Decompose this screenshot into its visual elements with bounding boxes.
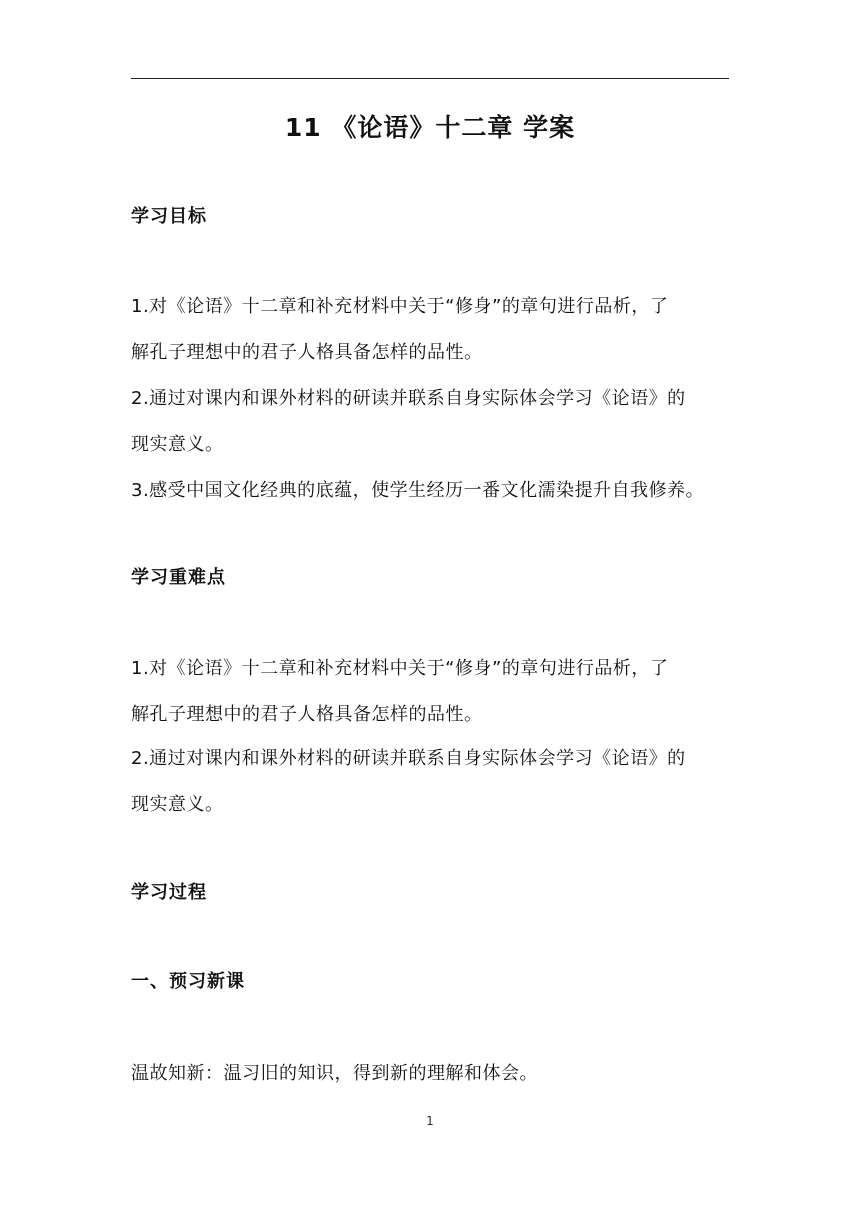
preview-paragraph-text: 温故知新：温习旧的知识，得到新的理解和体会。 [131, 1063, 538, 1084]
section-heading-process: 学习过程 [131, 882, 207, 903]
preview-paragraph [131, 1051, 735, 1097]
objective-item-3-line-1: 3.感受中国文化经典的底蕴，使学生经历一番文化濡染提升自我修养。 [131, 480, 705, 501]
page-number: 1 [426, 1114, 434, 1128]
document-title: 11 《论语》十二章 学案 [284, 113, 576, 142]
section-heading-preview: 一、预习新课 [131, 971, 245, 992]
objective-item-3 [131, 468, 735, 514]
objective-item-2-line-2: 现实意义。 [131, 434, 224, 455]
key-point-item-1-line-1: 1.对《论语》十二章和补充材料中关于“修身”的章句进行品析，了 [131, 658, 669, 679]
key-point-item-2 [131, 736, 735, 828]
section-heading-key-points: 学习重难点 [131, 567, 226, 588]
key-point-item-2-line-1: 2.通过对课内和课外材料的研读并联系自身实际体会学习《论语》的 [131, 748, 686, 769]
key-point-item-1 [131, 646, 735, 738]
key-point-item-2-line-2: 现实意义。 [131, 794, 224, 815]
objective-item-2 [131, 376, 735, 468]
objective-item-2-line-1: 2.通过对课内和课外材料的研读并联系自身实际体会学习《论语》的 [131, 388, 686, 409]
objective-item-1-line-1: 1.对《论语》十二章和补充材料中关于“修身”的章句进行品析，了 [131, 296, 669, 317]
objective-item-1 [131, 284, 735, 376]
section-heading-objectives: 学习目标 [131, 206, 207, 227]
header-rule [131, 78, 729, 79]
objective-item-1-line-2: 解孔子理想中的君子人格具备怎样的品性。 [131, 342, 483, 363]
key-point-item-1-line-2: 解孔子理想中的君子人格具备怎样的品性。 [131, 704, 483, 725]
